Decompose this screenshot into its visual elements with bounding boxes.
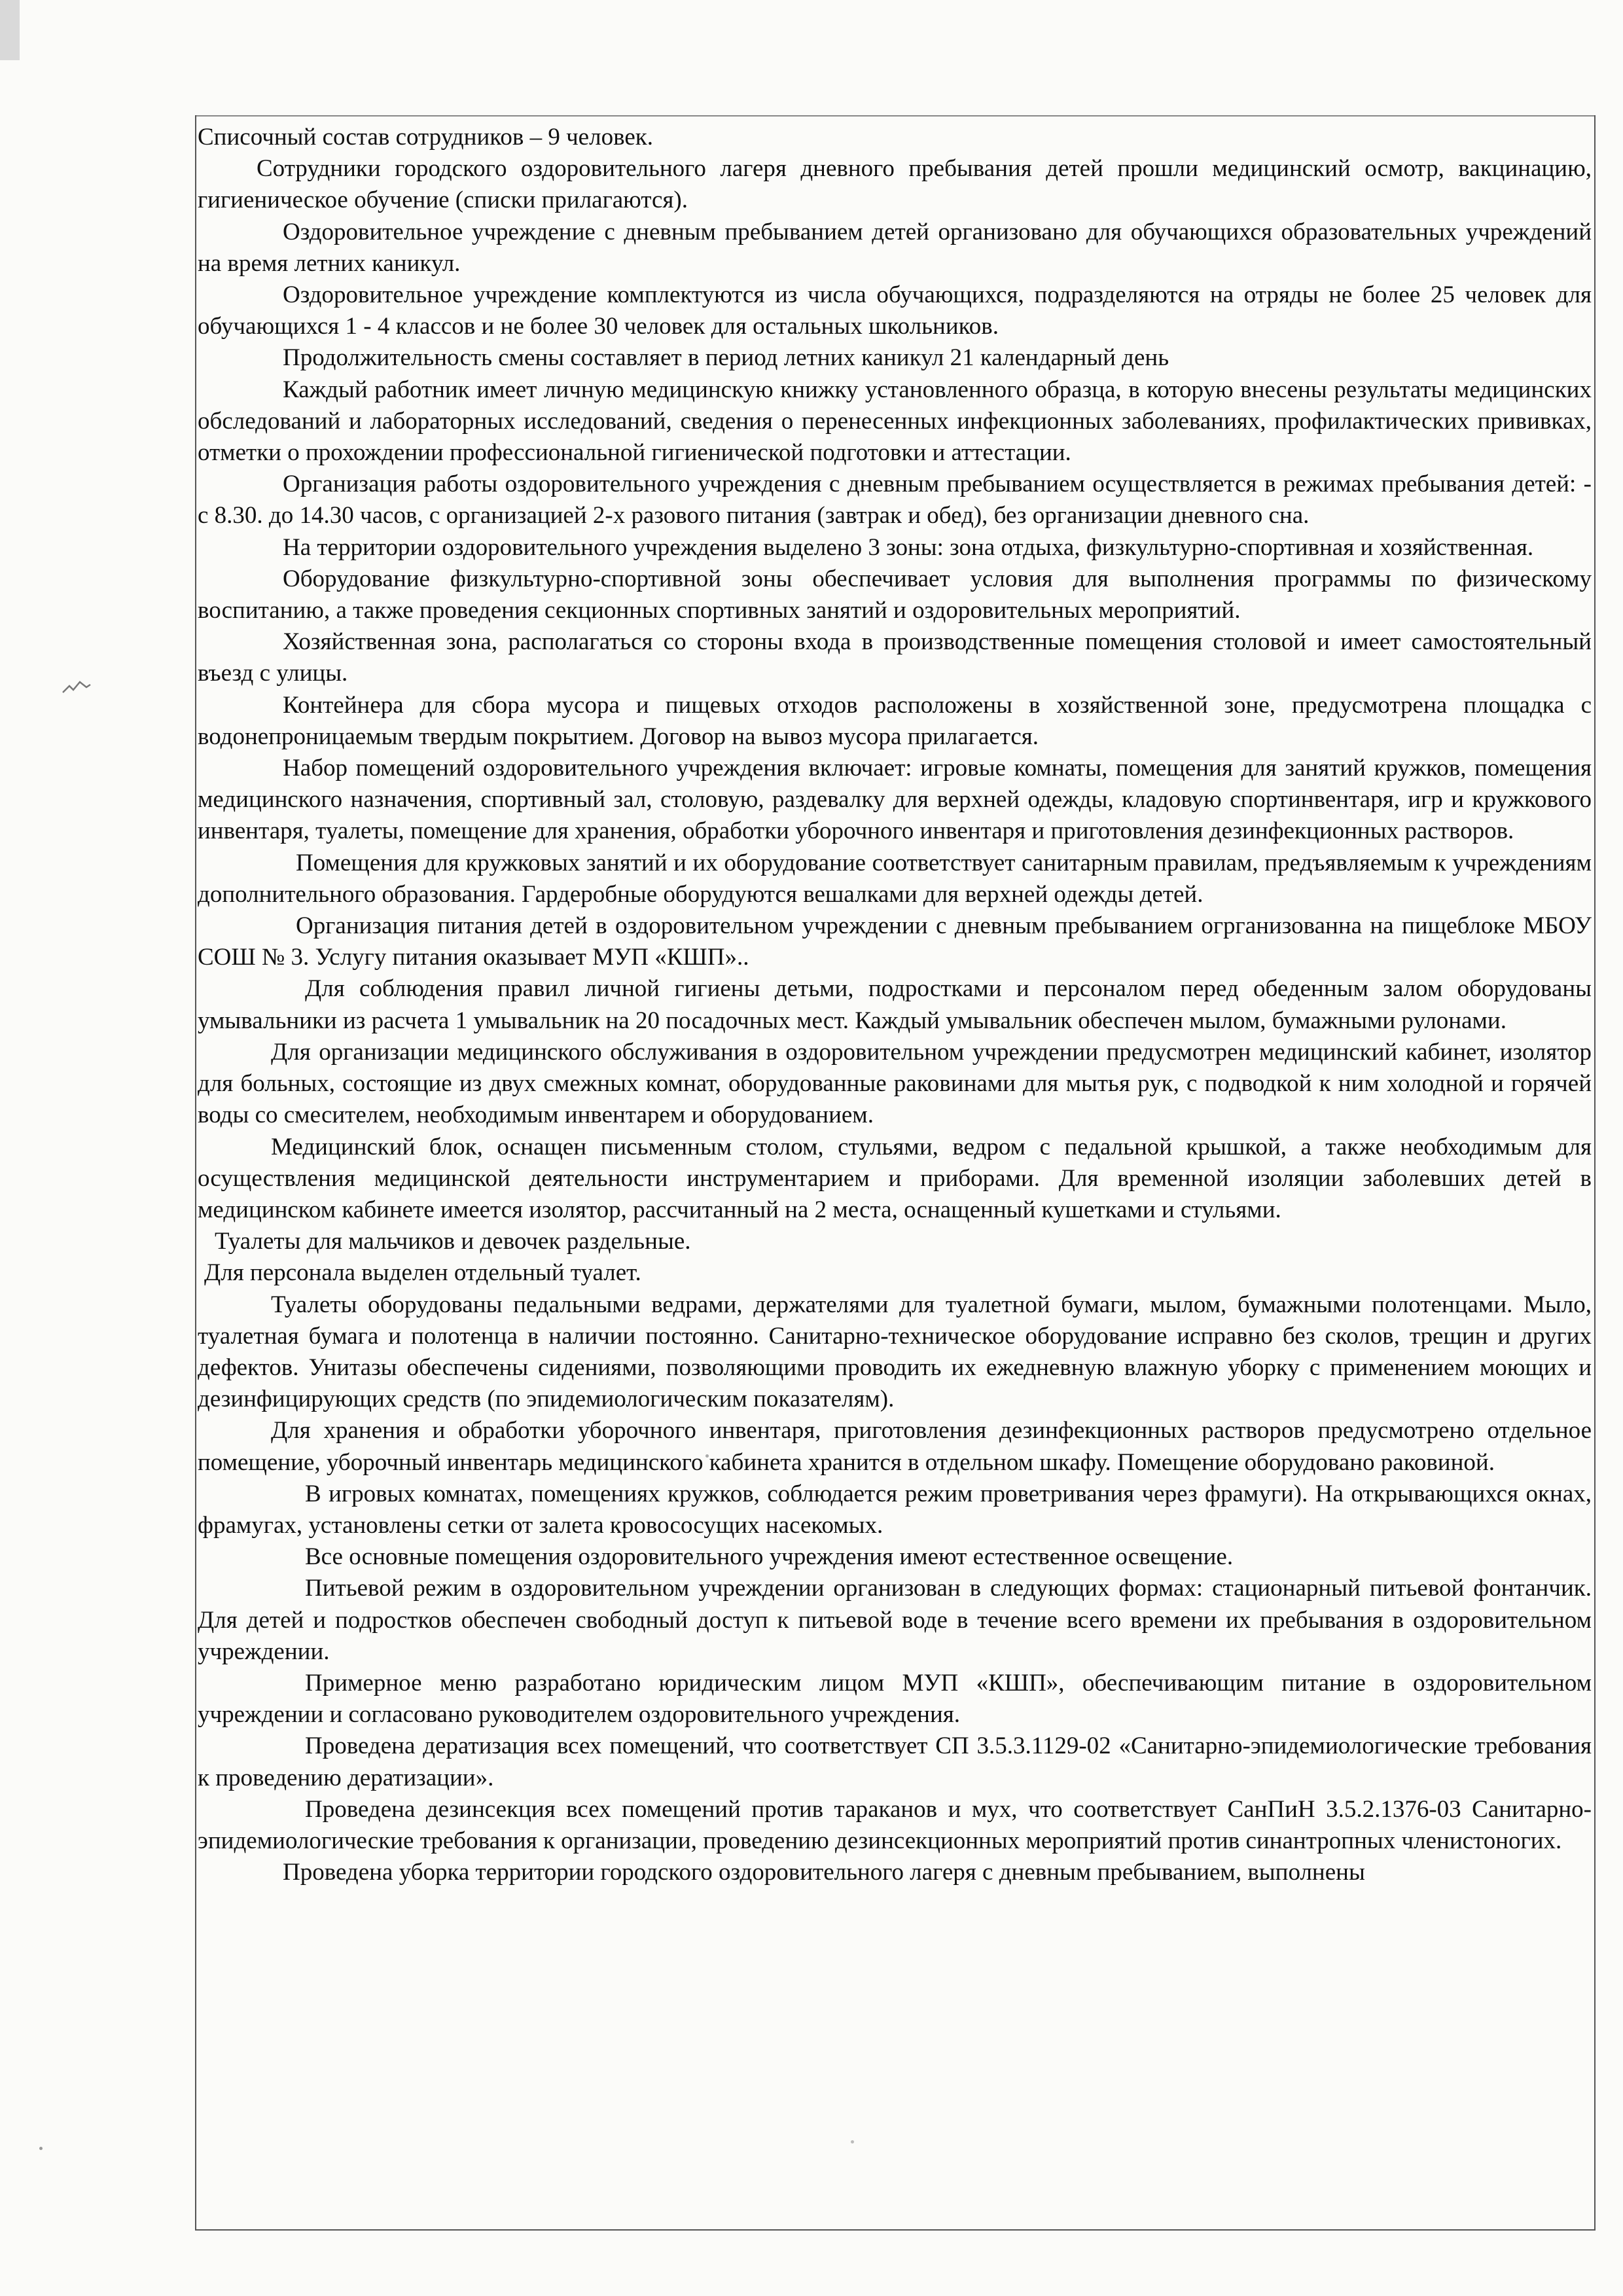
paragraph: Проведена уборка территории городского оздоровительного лагеря с дневным пребыванием, выполнены [283,1859,1365,1886]
paragraph: Хозяйственная зона, располагаться со стороны входа в производственные помещения столовой и имеет самостоятельный въезд с улицы. [198,628,1592,687]
scan-edge-shadow [0,0,20,60]
paragraph: Питьевой режим в оздоровительном учреждении организован в следующих формах: стационарный питьевой фонтанчик. Для детей и подростков обеспечен свободный доступ к питьевой воде в течение всего времени их пребывания в оздоровительном учреждении. [198,1575,1592,1665]
paragraph: Все основные помещения оздоровительного учреждения имеют естественное освещение. [305,1543,1234,1571]
paragraph: Контейнера для сбора мусора и пищевых отходов расположены в хозяйственной зоне, предусмотрена площадка с водонепроницаемым твердым покрытием. Договор на вывоз мусора прилагается. [198,691,1592,750]
paragraph: Для организации медицинского обслуживания в оздоровительном учреждении предусмотрен медицинский кабинет, изолятор для больных, состоящие из двух смежных комнат, оборудованные раковинами для мытья рук, с подводкой к ним холодной и горячей воды со смесителем, необходимым инвентарем и оборудованием. [198,1038,1592,1129]
paragraph: Оздоровительное учреждение комплектуются из числа обучающихся, подразделяются на отряды не более 25 человек для обучающихся 1 - 4 классов и не более 30 человек для остальных школьников. [198,281,1592,340]
paragraph: Проведена дезинсекция всех помещений против тараканов и мух, что соответствует СанПиН 3.5.2.1376-03 Санитарно-эпидемиологические требования к организации, проведению дезинсекционных мероприятий против синантропных членистоногих. [198,1795,1592,1854]
paragraph: Для хранения и обработки уборочного инвентаря, приготовления дезинфекционных растворов предусмотрено отдельное помещение, уборочный инвентарь медицинского кабинета хранится в отдельном шкафу. Помещение оборудовано раковиной. [198,1417,1592,1476]
paragraph: Организация питания детей в оздоровительном учреждении с дневным пребыванием огрганизованна на пищеблоке МБОУ СОШ № 3. Услугу питания оказывает МУП «КШП».. [198,912,1592,971]
paragraph: Организация работы оздоровительного учреждения с дневным пребыванием осуществляется в режимах пребывания детей: - с 8.30. до 14.30 часов, с организацией 2-х разового питания (завтрак и обед), без организации дневного сна. [198,471,1592,529]
paragraph: Набор помещений оздоровительного учреждения включает: игровые комнаты, помещения для занятий кружков, помещения медицинского назначения, спортивный зал, столовую, раздевалку для верхней одежды, кладовую спортинвентаря, игр и кружкового инвентаря, туалеты, помещение для хранения, обработки уборочного инвентаря и приготовления дезинфекционных растворов. [198,755,1592,845]
paragraph: Туалеты для мальчиков и девочек раздельные. [215,1228,691,1255]
paragraph: Списочный состав сотрудников – 9 человек. [198,124,653,151]
paragraph: На территории оздоровительного учреждения выделено 3 зоны: зона отдыха, физкультурно-спортивная и хозяйственная. [283,533,1534,561]
paragraph: Проведена дератизация всех помещений, что соответствует СП 3.5.3.1129-02 «Санитарно-эпидемиологические требования к проведению дератизации». [198,1732,1592,1791]
paragraph: Для соблюдения правил личной гигиены детьми, подростками и персоналом перед обеденным залом оборудованы умывальники из расчета 1 умывальник на 20 посадочных мест. Каждый умывальник обеспечен мылом, бумажными рулонами. [198,975,1592,1034]
paragraph: Продолжительность смены составляет в период летних каникул 21 календарный день [283,344,1169,372]
pen-mark [60,679,93,695]
paragraph: Сотрудники городского оздоровительного лагеря дневного пребывания детей прошли медицинский осмотр, вакцинацию, гигиеническое обучение (списки прилагаются). [198,155,1592,214]
paragraph: Для персонала выделен отдельный туалет. [204,1259,641,1287]
paragraph: Туалеты оборудованы педальными ведрами, держателями для туалетной бумаги, мылом, бумажными полотенцами. Мыло, туалетная бумага и полотенца в наличии постоянно. Санитарно-техническое оборудование исправно без сколов, трещин и других дефектов. Унитазы обеспечены сидениями, позволяющими проводить их ежедневную влажную уборку с применением моющих и дезинфицирующих средств (по эпидемиологическим показателям). [198,1291,1592,1413]
paragraph: Помещения для кружковых занятий и их оборудование соответствует санитарным правилам, предъявляемым к учреждениям дополнительного образования. Гардеробные оборудуются вешалками для верхней одежды детей. [198,849,1592,908]
paragraph: Оборудование физкультурно-спортивной зоны обеспечивает условия для выполнения программы по физическому воспитанию, а также проведения секционных спортивных занятий и оздоровительных мероприятий. [198,565,1592,624]
paragraph: Каждый работник имеет личную медицинскую книжку установленного образца, в которую внесены результаты медицинских обследований и лабораторных исследований, сведения о перенесенных инфекционных заболеваниях, профилактических прививках, отметки о прохождении профессиональной гигиенической подготовки и аттестации. [198,376,1592,467]
paragraph: Примерное меню разработано юридическим лицом МУП «КШП», обеспечивающим питание в оздоровительном учреждении и согласовано руководителем оздоровительного учреждения. [198,1669,1592,1729]
paragraph: Оздоровительное учреждение с дневным пребыванием детей организовано для обучающихся образовательных учреждений на время летних каникул. [198,218,1592,277]
paragraph: Медицинский блок, оснащен письменным столом, стульями, ведром с педальной крышкой, а также необходимым для осуществления медицинской деятельности инструментарием и приборами. Для временной изоляции заболевших детей в медицинском кабинете имеется изолятор, рассчитанный на 2 места, оснащенный кушетками и стульями. [198,1133,1592,1223]
paragraph: В игровых комнатах, помещениях кружков, соблюдается режим проветривания через фрамуги). На открывающихся окнах, фрамугах, установлены сетки от залета кровососущих насекомых. [198,1480,1592,1539]
document-body [198,122,1592,1888]
